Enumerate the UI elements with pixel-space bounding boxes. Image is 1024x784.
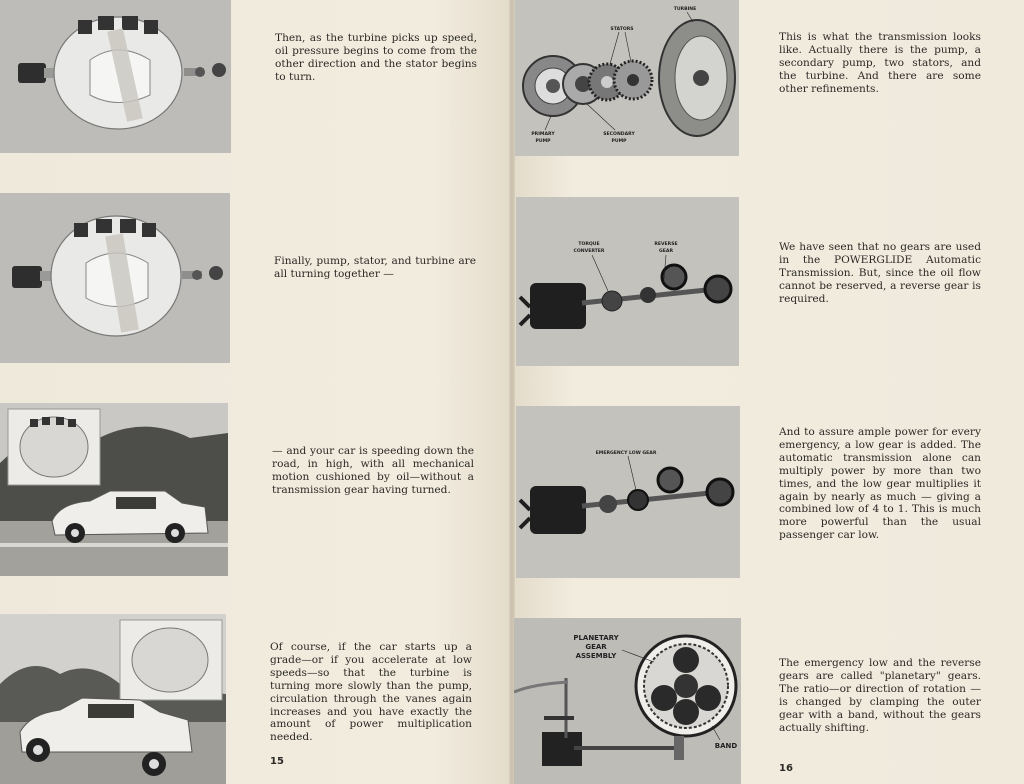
right-paragraph-1: This is what the transmission looks like. Actually there is the pump, a secondary pump, two stators, and the turbine. And there are some other refinements. — [779, 31, 981, 95]
label-primary-pump-line2: PUMP — [535, 139, 551, 144]
label-primary-pump-line1: PRIMARY — [531, 132, 555, 137]
label-torque-converter-line1: TORQUE — [578, 242, 600, 247]
left-paragraph-1: Then, as the turbine picks up speed, oil pressure begins to come from the other direction and the stator begins to turn. — [275, 32, 477, 83]
label-emergency-low-gear: EMERGENCY LOW GEAR — [595, 451, 657, 456]
label-stators: STATORS — [610, 27, 634, 32]
label-turbine: TURBINE — [673, 7, 697, 12]
left-page-number: 15 — [270, 756, 284, 767]
label-torque-converter-line2: CONVERTER — [573, 249, 605, 254]
right-paragraph-3: And to assure ample power for every emergency, a low gear is added. The automatic transmission alone can multiply power by more than two times, and the low gear multiplies it again by nearly as much — giving a combined low of 4 to 1. This is much more powerful than the usual passenger car low. — [779, 426, 981, 542]
planetary-gear-figure — [514, 618, 741, 784]
label-planetary-line3: ASSEMBLY — [575, 652, 617, 660]
car-road-photo-1 — [0, 403, 228, 576]
label-reverse-gear-line1: REVERSE — [654, 242, 678, 247]
transmission-parts-figure — [515, 0, 739, 156]
reverse-gear-figure — [516, 197, 739, 366]
car-road-photo-2 — [0, 614, 226, 784]
label-reverse-gear-line2: GEAR — [658, 249, 674, 254]
right-page-number: 16 — [779, 763, 793, 774]
label-planetary-line2: GEAR — [585, 643, 607, 651]
converter-illustration-2 — [0, 193, 230, 363]
label-planetary-line1: PLANETARY — [573, 634, 619, 642]
right-paragraph-4: The emergency low and the reverse gears are called "planetary" gears. The ratio—or direction of rotation —is changed by clamping the outer gear with a band, without the gears actually shifting. — [779, 657, 981, 734]
label-secondary-pump-line2: PUMP — [611, 139, 627, 144]
emergency-low-gear-figure — [516, 406, 740, 578]
converter-illustration-1 — [0, 0, 231, 153]
left-paragraph-4: Of course, if the car starts up a grade—or if you accelerate at low speeds—so that the turbine is turning more slowly than the pump, circulation through the vanes again increases and you have exactly the amount of power multiplication needed. — [270, 641, 472, 744]
right-paragraph-2: We have seen that no gears are used in the POWERGLIDE Automatic Transmission. But, since the oil flow cannot be reserved, a reverse gear is required. — [779, 241, 981, 305]
left-paragraph-2: Finally, pump, stator, and turbine are all turning together — — [274, 255, 476, 280]
label-band: BAND — [714, 742, 738, 750]
left-paragraph-3: — and your car is speeding down the road, in high, with all mechanical motion cushioned by oil—without a transmission gear having turned. — [272, 445, 474, 496]
label-secondary-pump-line1: SECONDARY — [603, 132, 635, 137]
